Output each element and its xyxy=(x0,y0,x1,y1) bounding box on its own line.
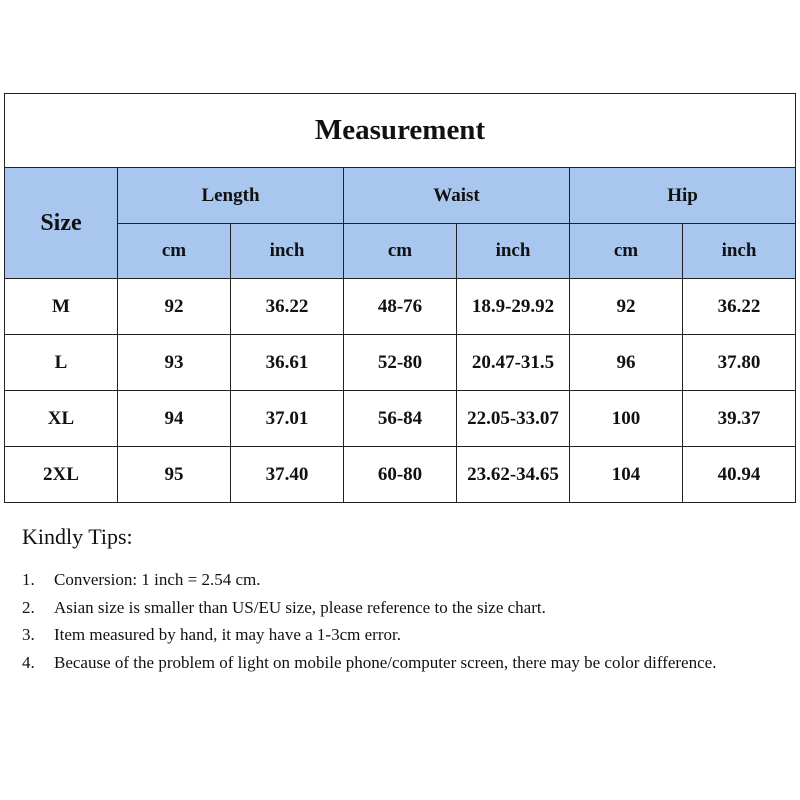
list-text: Item measured by hand, it may have a 1-3cm error. xyxy=(54,625,401,644)
list-item xyxy=(22,566,794,594)
table-cell: 37.01 xyxy=(231,391,344,447)
unit-header: inch xyxy=(231,224,344,279)
table-cell: 92 xyxy=(570,279,683,335)
table-cell: 96 xyxy=(570,335,683,391)
table-cell: 60-80 xyxy=(344,447,457,503)
table-cell: 39.37 xyxy=(683,391,796,447)
unit-header: inch xyxy=(683,224,796,279)
table-title: Measurement xyxy=(5,94,796,168)
table-cell: 36.61 xyxy=(231,335,344,391)
list-number: 4. xyxy=(22,652,35,672)
kindly-tips xyxy=(22,524,794,676)
table-cell: 20.47-31.5 xyxy=(457,335,570,391)
table-cell: 22.05-33.07 xyxy=(457,391,570,447)
group-header-waist: Waist xyxy=(344,168,570,224)
unit-header: cm xyxy=(118,224,231,279)
group-header-hip: Hip xyxy=(570,168,796,224)
size-cell: XL xyxy=(5,391,118,447)
table-cell: 94 xyxy=(118,391,231,447)
table-row xyxy=(5,335,796,391)
size-column-header: Size xyxy=(5,168,118,279)
unit-header: inch xyxy=(457,224,570,279)
size-chart-table xyxy=(4,93,796,503)
size-cell: L xyxy=(5,335,118,391)
table-cell: 23.62-34.65 xyxy=(457,447,570,503)
table-cell: 56-84 xyxy=(344,391,457,447)
list-number: 3. xyxy=(22,625,35,644)
list-number: 2. xyxy=(22,597,35,617)
size-cell: 2XL xyxy=(5,447,118,503)
tips-list xyxy=(22,566,794,676)
table-row xyxy=(5,447,796,503)
list-text: Conversion: 1 inch = 2.54 cm. xyxy=(54,570,261,589)
unit-header: cm xyxy=(344,224,457,279)
list-item xyxy=(22,594,794,622)
group-header-length: Length xyxy=(118,168,344,224)
list-text: Because of the problem of light on mobile phone/computer screen, there may be color difference. xyxy=(54,652,717,672)
table-cell: 93 xyxy=(118,335,231,391)
list-number: 1. xyxy=(22,570,35,589)
table-cell: 37.80 xyxy=(683,335,796,391)
table-cell: 100 xyxy=(570,391,683,447)
table-cell: 36.22 xyxy=(683,279,796,335)
unit-header: cm xyxy=(570,224,683,279)
table-cell: 104 xyxy=(570,447,683,503)
list-item xyxy=(22,649,794,677)
table-row xyxy=(5,279,796,335)
table-cell: 37.40 xyxy=(231,447,344,503)
list-item xyxy=(22,621,794,649)
table-row xyxy=(5,391,796,447)
size-cell: M xyxy=(5,279,118,335)
tips-title: Kindly Tips: xyxy=(22,524,133,549)
table-cell: 52-80 xyxy=(344,335,457,391)
table-cell: 95 xyxy=(118,447,231,503)
list-text: Asian size is smaller than US/EU size, please reference to the size chart. xyxy=(54,597,546,617)
table-cell: 40.94 xyxy=(683,447,796,503)
table-cell: 18.9-29.92 xyxy=(457,279,570,335)
table-cell: 92 xyxy=(118,279,231,335)
table-cell: 48-76 xyxy=(344,279,457,335)
table-cell: 36.22 xyxy=(231,279,344,335)
